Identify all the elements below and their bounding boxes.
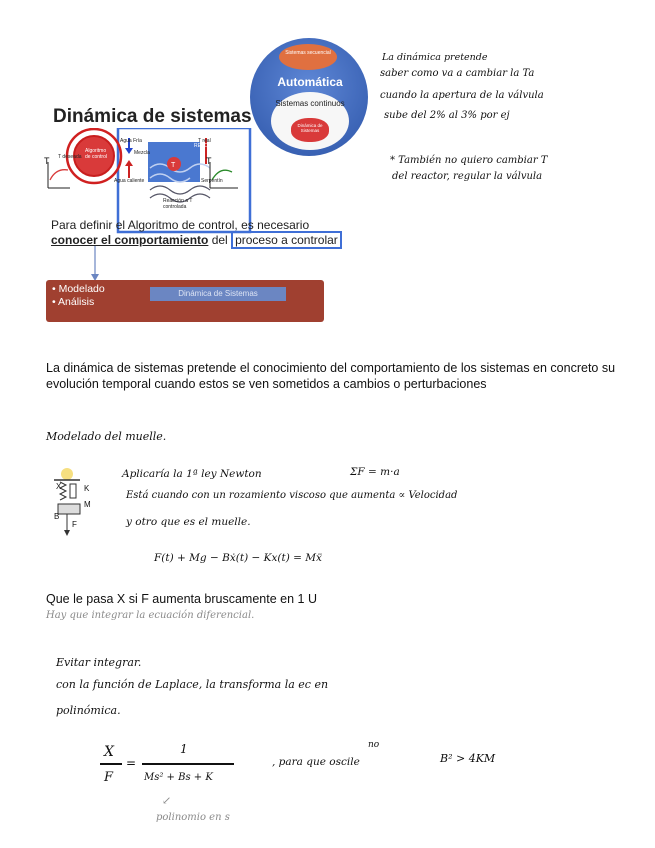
bullet-list: • Modelado • Análisis [52, 283, 105, 308]
spring-label-m: M [84, 500, 91, 509]
proceso-box: proceso a controlar [231, 231, 342, 249]
down-arrow [90, 246, 100, 282]
label-agua-caliente: Agua caliente [114, 178, 145, 184]
tf-numer-right: 1 [180, 742, 188, 756]
tf-arrow: ↙ [162, 794, 172, 807]
dinamica-sistemas-ellipse: Dinámica de Sistemas [291, 118, 329, 142]
slide-text-line1: Para definir el Algoritmo de control, es necesario [51, 218, 310, 232]
label-t-real: T real [198, 138, 211, 144]
newton-line: Aplicaría la 1ª ley Newton [122, 468, 262, 480]
integrate-note: Hay que integrar la ecuación diferencial. [46, 610, 255, 621]
label-reactor: REACTOR [194, 143, 219, 149]
hand-note-1: La dinámica pretende [382, 52, 488, 63]
slide-title: Dinámica de sistemas [53, 106, 252, 127]
spring-line: y otro que es el muelle. [126, 516, 251, 528]
label-algoritmo: Algoritmo de control [85, 148, 107, 160]
hand-note-6: del reactor, regular la válvula [392, 171, 543, 182]
label-mezcla: Mezcla [134, 150, 150, 156]
tf-condition: B² > 4KM [440, 752, 496, 765]
hand-note-3: cuando la apertura de la válvula [380, 90, 544, 101]
newton-formula: ΣF = m·a [350, 466, 400, 478]
hand-note-4: sube del 2% al 3% por ej [384, 110, 510, 121]
label-t-deseada: T deseada [58, 154, 82, 160]
sistemas-secuencial-ellipse: Sistemas secuencial [279, 44, 337, 70]
spring-label-f: F [72, 520, 77, 529]
spring-label-x: X [56, 482, 62, 491]
laplace-line-1: Evitar integrar. [56, 656, 142, 669]
tf-cond-text: , para que oscile [272, 756, 360, 768]
tf-fraction-bar-left [100, 763, 122, 765]
label-reaccion: Reacción a T controlada [163, 198, 193, 210]
tf-fraction-bar-right [142, 763, 234, 765]
laplace-line-2: con la función de Laplace, la transforma la ec en [56, 678, 329, 691]
svg-text:T: T [171, 162, 176, 169]
tf-denom-right: Ms² + Bs + K [144, 772, 213, 783]
laplace-line-3: polinómica. [56, 704, 121, 717]
intro-paragraph: La dinámica de sistemas pretende el conocimiento del comportamiento de los sistemas en concreto su evolución temporal cuando estos se ven sometidos a cambios o perturbaciones [46, 361, 616, 391]
slide-image [38, 38, 345, 320]
label-T-left: T [44, 156, 50, 166]
sistemas-continuos-ellipse: Sistemas continuos [271, 92, 349, 150]
dinamica-sistemas-button: Dinámica de Sistemas [150, 287, 286, 301]
label-agua-fria: Agua Fría [120, 138, 142, 144]
question-text: Que le pasa X si F aumenta bruscamente en 1 U [46, 592, 317, 606]
spring-label-b: B [54, 512, 60, 521]
tf-poly-note: polinomio en s [156, 812, 230, 823]
hand-note-2: saber como va a cambiar la Ta [380, 68, 535, 79]
tf-no: no [368, 740, 380, 750]
label-serpentin: Serpentín [201, 178, 223, 184]
spring-label-k: K [84, 484, 90, 493]
tf-numer-left: X [104, 744, 114, 760]
spring-heading: Modelado del muelle. [46, 430, 167, 443]
hand-note-5: * También no quiero cambiar T [390, 155, 548, 166]
label-T-right: T [206, 156, 212, 166]
tf-denom-left: F [104, 770, 114, 785]
tf-equals: = [126, 756, 137, 770]
friction-line: Está cuando con un rozamiento viscoso que aumenta ∝ Velocidad [126, 490, 458, 501]
slide-text-line2: conocer el comportamiento del proceso a controlar [51, 233, 342, 247]
motion-equation: F(t) + Mg − Bẋ(t) − Kx(t) = Mẍ [154, 552, 322, 564]
automatica-label: Automática [277, 75, 343, 89]
